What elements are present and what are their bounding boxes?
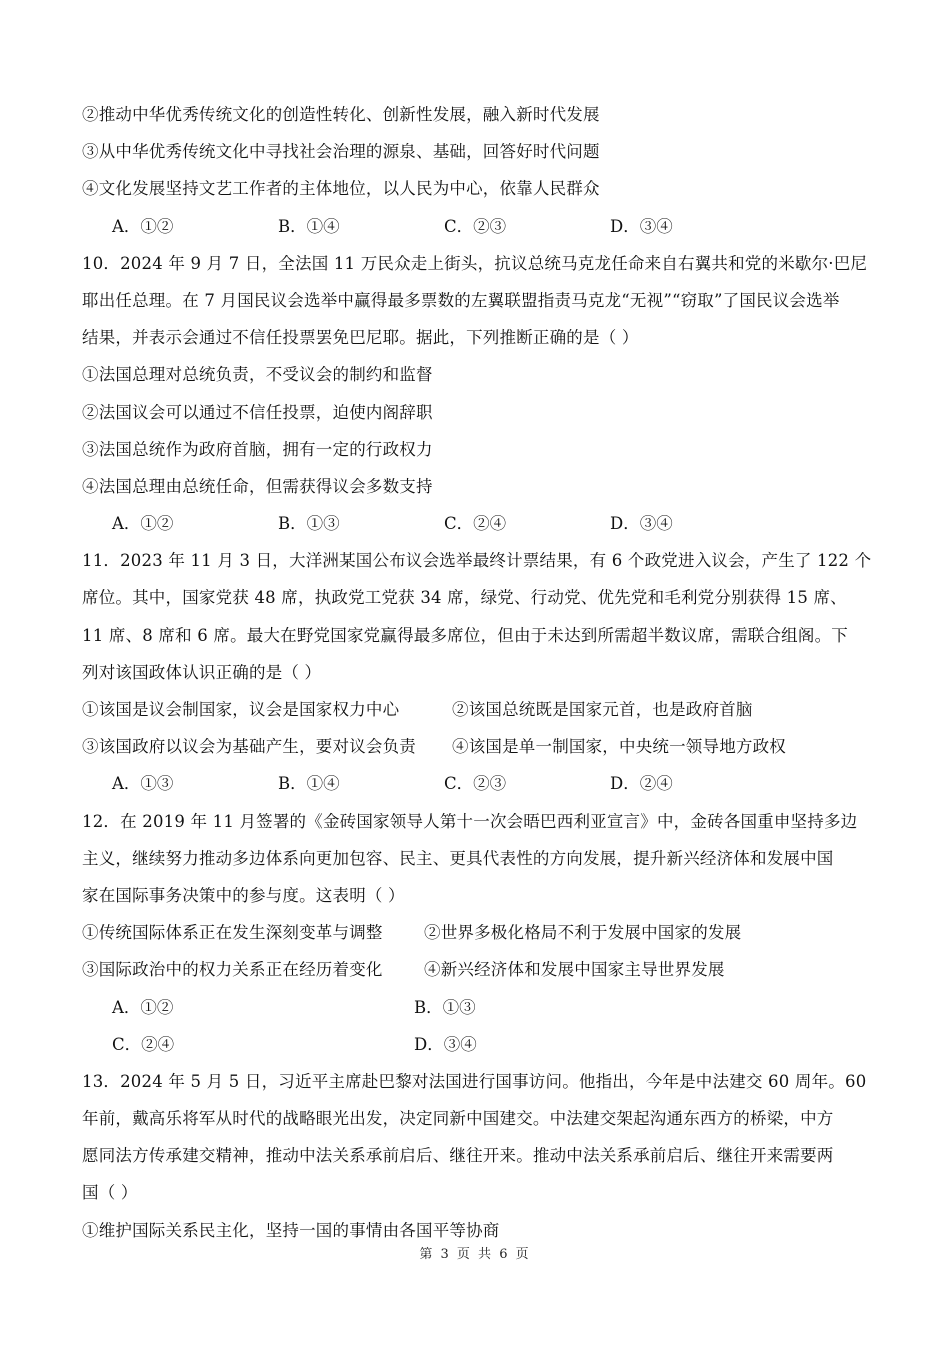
question-stem-line: 11．2023 年 11 月 3 日，大洋洲某国公布议会选举最终计票结果，有 6 个政党进入议会，产生了 122 个	[82, 551, 872, 571]
question-stem-line: 愿同法方传承建交精神，推动中法关系承前启后、继往开来。推动中法关系承前启后、继往开来需要两	[82, 1146, 834, 1166]
choice-item: ④文化发展坚持文艺工作者的主体地位，以人民为中心，依靠人民群众	[82, 179, 600, 199]
option-c[interactable]: C．②③	[444, 774, 507, 794]
choice-row	[82, 691, 872, 728]
question-11	[82, 542, 872, 802]
question-stem-line: 13．2024 年 5 月 5 日，习近平主席赴巴黎对法国进行国事访问。他指出，今年是中法建交 60 周年。60	[82, 1071, 867, 1091]
choice-row	[82, 914, 872, 951]
option-d[interactable]: D．②④	[610, 774, 673, 794]
choice-item: ②该国总统既是国家元首，也是政府首脑	[452, 700, 753, 719]
option-b[interactable]: B．①③	[414, 997, 476, 1017]
question-stem-line: 家在国际事务决策中的参与度。这表明（ ）	[82, 885, 405, 905]
choice-item: ①法国总理对总统负责，不受议会的制约和监督	[82, 365, 433, 385]
question-stem-line: 年前，戴高乐将军从时代的战略眼光出发，决定同新中国建交。中法建交架起沟通东西方的桥梁，中方	[82, 1109, 834, 1129]
question-stem-line: 10．2024 年 9 月 7 日，全法国 11 万民众走上街头，抗议总统马克龙任命来自右翼共和党的米歇尔·巴尼	[82, 253, 868, 273]
question-stem-line: 主义，继续努力推动多边体系向更加包容、民主、更具代表性的方向发展，提升新兴经济体和发展中国	[82, 848, 834, 868]
choice-item: ②世界多极化格局不利于发展中国家的发展	[424, 923, 742, 943]
question-stem-line: 列对该国政体认识正确的是（ ）	[82, 662, 322, 682]
page-number-footer: 第 3 页 共 6 页	[419, 1247, 531, 1262]
answer-options	[82, 765, 872, 802]
choice-item: ③从中华优秀传统文化中寻找社会治理的源泉、基础，回答好时代问题	[82, 142, 600, 162]
option-d[interactable]: D．③④	[610, 514, 673, 534]
question-stem-line: 国（ ）	[82, 1183, 138, 1203]
choice-item: ④该国是单一制国家，中央统一领导地方政权	[452, 737, 786, 757]
option-b[interactable]: B．①④	[278, 216, 340, 236]
option-a[interactable]: A．①②	[112, 997, 174, 1017]
option-c[interactable]: C．②③	[444, 216, 507, 236]
choice-item: ③国际政治中的权力关系正在经历着变化	[82, 960, 383, 980]
question-stem-line: 结果，并表示会通过不信任投票罢免巴尼耶。据此，下列推断正确的是（ ）	[82, 328, 639, 348]
choice-item: ①维护国际关系民主化，坚持一国的事情由各国平等协商	[82, 1220, 500, 1240]
option-a[interactable]: A．①③	[112, 774, 174, 794]
choice-item: ④法国总理由总统任命，但需获得议会多数支持	[82, 476, 433, 496]
choice-row	[82, 951, 872, 988]
answer-options	[82, 505, 872, 542]
answer-options	[82, 989, 872, 1026]
document-page	[82, 96, 872, 1249]
option-d[interactable]: D．③④	[414, 1034, 477, 1054]
option-b[interactable]: B．①③	[278, 514, 340, 534]
question-12	[82, 803, 872, 1063]
question-9-tail	[82, 96, 872, 245]
answer-options	[82, 208, 872, 245]
question-stem-line: 12．在 2019 年 11 月签署的《金砖国家领导人第十一次会晤巴西利亚宣言》中，金砖各国重申坚持多边	[82, 811, 858, 831]
choice-item: ②推动中华优秀传统文化的创造性转化、创新性发展，融入新时代发展	[82, 105, 600, 124]
choice-row	[82, 728, 872, 765]
option-b[interactable]: B．①④	[278, 774, 340, 794]
choice-item: ④新兴经济体和发展中国家主导世界发展	[424, 960, 725, 980]
option-a[interactable]: A．①②	[112, 514, 174, 534]
option-d[interactable]: D．③④	[610, 216, 673, 236]
question-stem-line: 耶出任总理。在 7 月国民议会选举中赢得最多票数的左翼联盟指责马克龙“无视”“窃取”了国民议会选举	[82, 290, 840, 310]
choice-item: ①传统国际体系正在发生深刻变革与调整	[82, 923, 383, 943]
choice-item: ③法国总统作为政府首脑，拥有一定的行政权力	[82, 439, 433, 459]
question-10	[82, 245, 872, 543]
option-c[interactable]: C．②④	[444, 514, 507, 534]
choice-item: ③该国政府以议会为基础产生，要对议会负责	[82, 737, 416, 757]
option-c[interactable]: C．②④	[112, 1034, 175, 1054]
answer-options	[82, 1026, 872, 1063]
choice-item: ②法国议会可以通过不信任投票，迫使内阁辞职	[82, 402, 433, 422]
choice-item: ①该国是议会制国家，议会是国家权力中心	[82, 700, 400, 719]
question-stem-line: 11 席、8 席和 6 席。最大在野党国家党赢得最多席位，但由于未达到所需超半数议席，需联合组阁。下	[82, 625, 848, 645]
option-a[interactable]: A．①②	[112, 216, 174, 236]
question-stem-line: 席位。其中，国家党获 48 席，执政党工党获 34 席，绿党、行动党、优先党和毛利党分别获得 15 席、	[82, 588, 847, 608]
question-13	[82, 1063, 872, 1249]
